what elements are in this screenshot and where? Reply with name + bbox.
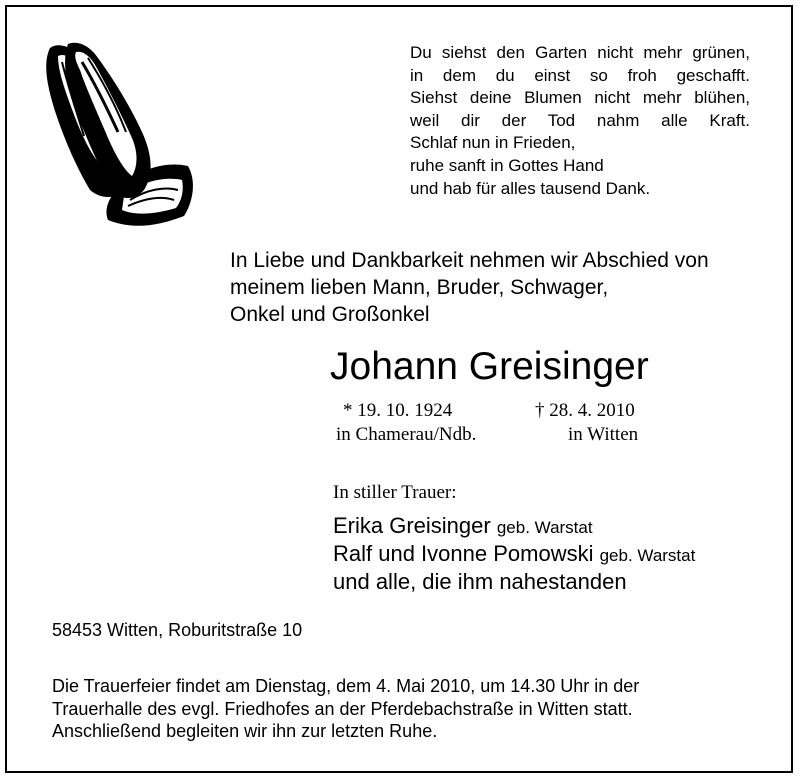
poem-line: Schlaf nun in Frieden, (410, 133, 576, 153)
mourners-heading: In stiller Trauer: (333, 482, 457, 503)
mourner-entry (333, 513, 593, 539)
death-date: † 28. 4. 2010 (535, 400, 635, 421)
mourner-entry (333, 541, 695, 567)
funeral-line: Anschließend begleiten wir ihn zur letzten Ruhe. (52, 721, 438, 741)
mourner-name: und alle, die ihm nahestanden (333, 569, 627, 594)
funeral-line: Die Trauerfeier findet am Dienstag, dem 4. Mai 2010, um 14.30 Uhr in der (52, 676, 640, 696)
deceased-name: Johann Greisinger (330, 345, 649, 388)
poem (410, 42, 750, 200)
intro-line: In Liebe und Dankbarkeit nehmen wir Abschied von (230, 249, 709, 272)
poem-line: ruhe sanft in Gottes Hand (410, 155, 604, 175)
mourner-name: Ralf und Ivonne Pomowski (333, 541, 594, 566)
poem-line: und hab für alles tausend Dank. (410, 178, 651, 198)
mourner-entry (333, 569, 627, 595)
poem-line: Du siehst den Garten nicht mehr grünen, (410, 43, 750, 62)
mourner-name: Erika Greisinger (333, 513, 491, 538)
birth-place: in Chamerau/Ndb. (336, 424, 477, 445)
praying-hands-icon (38, 40, 196, 232)
funeral-line: Trauerhalle des evgl. Friedhofes an der Pferdebachstraße in Witten statt. (52, 698, 633, 719)
poem-line: weil dir der Tod nahm alle Kraft. (410, 110, 750, 130)
farewell-intro (230, 247, 709, 328)
mourner-note: geb. Warstat (599, 546, 696, 565)
poem-line: in dem du einst so froh geschafft. (410, 65, 750, 85)
birth-date: * 19. 10. 1924 (343, 400, 453, 421)
poem-line: Siehst deine Blumen nicht mehr blühen, (410, 88, 750, 108)
mourner-note: geb. Warstat (496, 518, 593, 537)
intro-line: meinem lieben Mann, Bruder, Schwager, (230, 276, 609, 299)
intro-line: Onkel und Großonkel (230, 303, 430, 326)
death-place: in Witten (568, 424, 639, 445)
address: 58453 Witten, Roburitstraße 10 (52, 620, 303, 640)
funeral-info (52, 675, 639, 743)
